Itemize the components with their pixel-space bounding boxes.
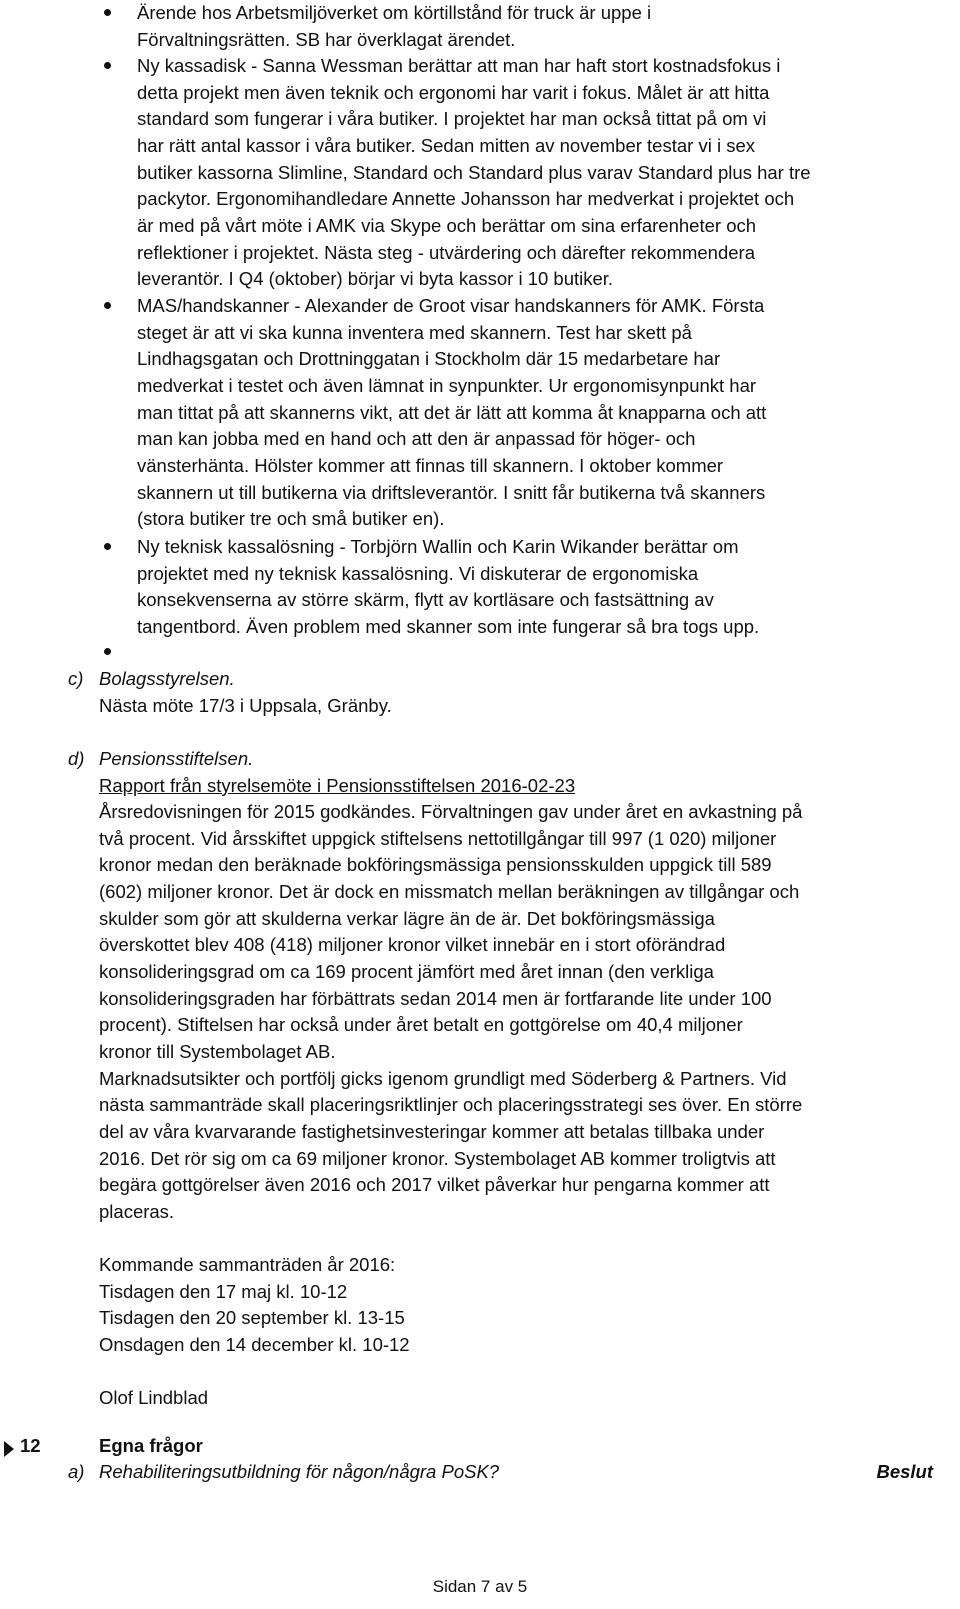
- meetings-heading: Kommande sammanträden år 2016:: [99, 1254, 396, 1275]
- section-marker-icon: [4, 1441, 14, 1457]
- section-d-label: d): [68, 748, 85, 769]
- bullet-marker: [104, 62, 111, 69]
- bullet-2-line-6: packytor. Ergonomihandledare Annette Johansson har medverkat i projektet och: [137, 188, 795, 209]
- report-heading: Rapport från styrelsemöte i Pensionsstiftelsen 2016-02-23: [99, 775, 576, 796]
- bullet-1-line-2: Förvaltningsrätten. SB har överklagat ärendet.: [137, 29, 516, 50]
- report-line-2: två procent. Vid årsskiftet uppgick stiftelsens nettotillgångar till 997 (1 020) miljoner: [99, 828, 777, 849]
- bullet-2-line-9: leverantör. I Q4 (oktober) börjar vi byta kassor i 10 butiker.: [137, 268, 614, 289]
- bullet-4-line-2: projektet med ny teknisk kassalösning. Vi diskuterar de ergonomiska: [137, 563, 699, 584]
- section-12-number: 12: [20, 1435, 41, 1456]
- bullet-2-line-4: har rätt antal kassor i våra butiker. Sedan mitten av november testar vi i sex: [137, 135, 755, 156]
- report-line-1: Årsredovisningen för 2015 godkändes. Förvaltningen gav under året en avkastning på: [99, 801, 803, 822]
- bullet-3-line-1: MAS/handskanner - Alexander de Groot visar handskanners för AMK. Första: [137, 295, 765, 316]
- bullet-3-line-2: steget är att vi ska kunna inventera med skannern. Test har skett på: [137, 322, 692, 343]
- meeting-item: Tisdagen den 20 september kl. 13-15: [99, 1307, 405, 1328]
- section-c-title: Bolagsstyrelsen.: [99, 668, 235, 689]
- bullet-2-line-3: standard som fungerar i våra butiker. I projektet har man också tittat på om vi: [137, 108, 767, 129]
- page-number: Sidan 7 av 5: [432, 1577, 528, 1596]
- signature: Olof Lindblad: [99, 1387, 209, 1408]
- section-c-label: c): [68, 668, 84, 689]
- report-line-3: kronor medan den beräknade bokföringsmässiga pensionsskulden uppgick till 589: [99, 854, 772, 875]
- report-line-8: konsolideringsgraden har förbättrats sedan 2014 men är fortfarande lite under 100: [99, 988, 772, 1009]
- report-line-13: del av våra kvarvarande fastighetsinvesteringar kommer att betalas tillbaka under: [99, 1121, 765, 1142]
- report-line-9: procent). Stiftelsen har också under året betalt en gottgörelse om 40,4 miljoner: [99, 1014, 743, 1035]
- bullet-2-line-1: Ny kassadisk - Sanna Wessman berättar att man har haft stort kostnadsfokus i: [137, 55, 781, 76]
- bullet-3-line-5: man tittat på att skannerns vikt, att det är lätt att komma åt knapparna och att: [137, 402, 767, 423]
- report-line-7: konsolideringsgrad om ca 169 procent jämfört med året innan (den verkliga: [99, 961, 714, 982]
- bullet-2-line-5: butiker kassorna Slimline, Standard och Standard plus varav Standard plus har tre: [137, 162, 811, 183]
- report-line-5: skulder som gör att skulderna verkar lägre än de är. Det bokföringsmässiga: [99, 908, 715, 929]
- report-line-6: överskottet blev 408 (418) miljoner kronor vilket innebär en i stort oförändrad: [99, 934, 726, 955]
- decision-tag: Beslut: [876, 1461, 933, 1482]
- bullet-4-line-1: Ny teknisk kassalösning - Torbjörn Wallin och Karin Wikander berättar om: [137, 536, 739, 557]
- section-c-text: Nästa möte 17/3 i Uppsala, Gränby.: [99, 695, 392, 716]
- report-line-14: 2016. Det rör sig om ca 69 miljoner kronor. Systembolaget AB kommer troligtvis att: [99, 1148, 776, 1169]
- section-12-item-text: Rehabiliteringsutbildning för någon/några PoSK?: [99, 1461, 500, 1482]
- bullet-3-line-8: skannern ut till butikerna via driftsleverantör. I snitt får butikerna två skanners: [137, 482, 766, 503]
- report-line-16: placeras.: [99, 1201, 175, 1222]
- report-line-11: Marknadsutsikter och portfölj gicks igenom grundligt med Söderberg & Partners. Vid: [99, 1068, 787, 1089]
- bullet-3-line-7: vänsterhänta. Hölster kommer att finnas till skannern. I oktober kommer: [137, 455, 724, 476]
- section-d-title: Pensionsstiftelsen.: [99, 748, 254, 769]
- section-12-title: Egna frågor: [99, 1435, 203, 1456]
- bullet-3-line-9: (stora butiker tre och små butiker en).: [137, 508, 445, 529]
- report-line-10: kronor till Systembolaget AB.: [99, 1041, 336, 1062]
- bullet-marker: [104, 543, 111, 550]
- report-line-12: nästa sammanträde skall placeringsriktlinjer och placeringsstrategi ses över. En större: [99, 1094, 803, 1115]
- bullet-4-line-3: konsekvenserna av större skärm, flytt av kortläsare och fastsättning av: [137, 589, 714, 610]
- bullet-3-line-6: man kan jobba med en hand och att den är anpassad för höger- och: [137, 428, 696, 449]
- bullet-4-line-4: tangentbord. Även problem med skanner som inte fungerar så bra togs upp.: [137, 616, 760, 637]
- bullet-marker-empty: [104, 648, 111, 655]
- bullet-marker: [104, 9, 111, 16]
- section-12-item-label: a): [68, 1461, 85, 1482]
- meeting-item: Tisdagen den 17 maj kl. 10-12: [99, 1281, 348, 1302]
- bullet-2-line-7: är med på vårt möte i AMK via Skype och berättar om sina erfarenheter och: [137, 215, 757, 236]
- meeting-item: Onsdagen den 14 december kl. 10-12: [99, 1334, 410, 1355]
- bullet-2-line-8: reflektioner i projektet. Nästa steg - utvärdering och därefter rekommendera: [137, 242, 755, 263]
- report-line-4: (602) miljoner kronor. Det är dock en missmatch mellan beräkningen av tillgångar och: [99, 881, 800, 902]
- report-line-15: begära gottgörelser även 2016 och 2017 vilket påverkar hur pengarna kommer att: [99, 1174, 770, 1195]
- bullet-marker: [104, 302, 111, 309]
- bullet-2-line-2: detta projekt men även teknik och ergonomi har varit i fokus. Målet är att hitta: [137, 82, 770, 103]
- bullet-3-line-3: Lindhagsgatan och Drottninggatan i Stockholm där 15 medarbetare har: [137, 348, 721, 369]
- bullet-1-line-1: Ärende hos Arbetsmiljöverket om körtillstånd för truck är uppe i: [137, 2, 652, 23]
- bullet-3-line-4: medverkat i testet och även lämnat in synpunkter. Ur ergonomisynpunkt har: [137, 375, 757, 396]
